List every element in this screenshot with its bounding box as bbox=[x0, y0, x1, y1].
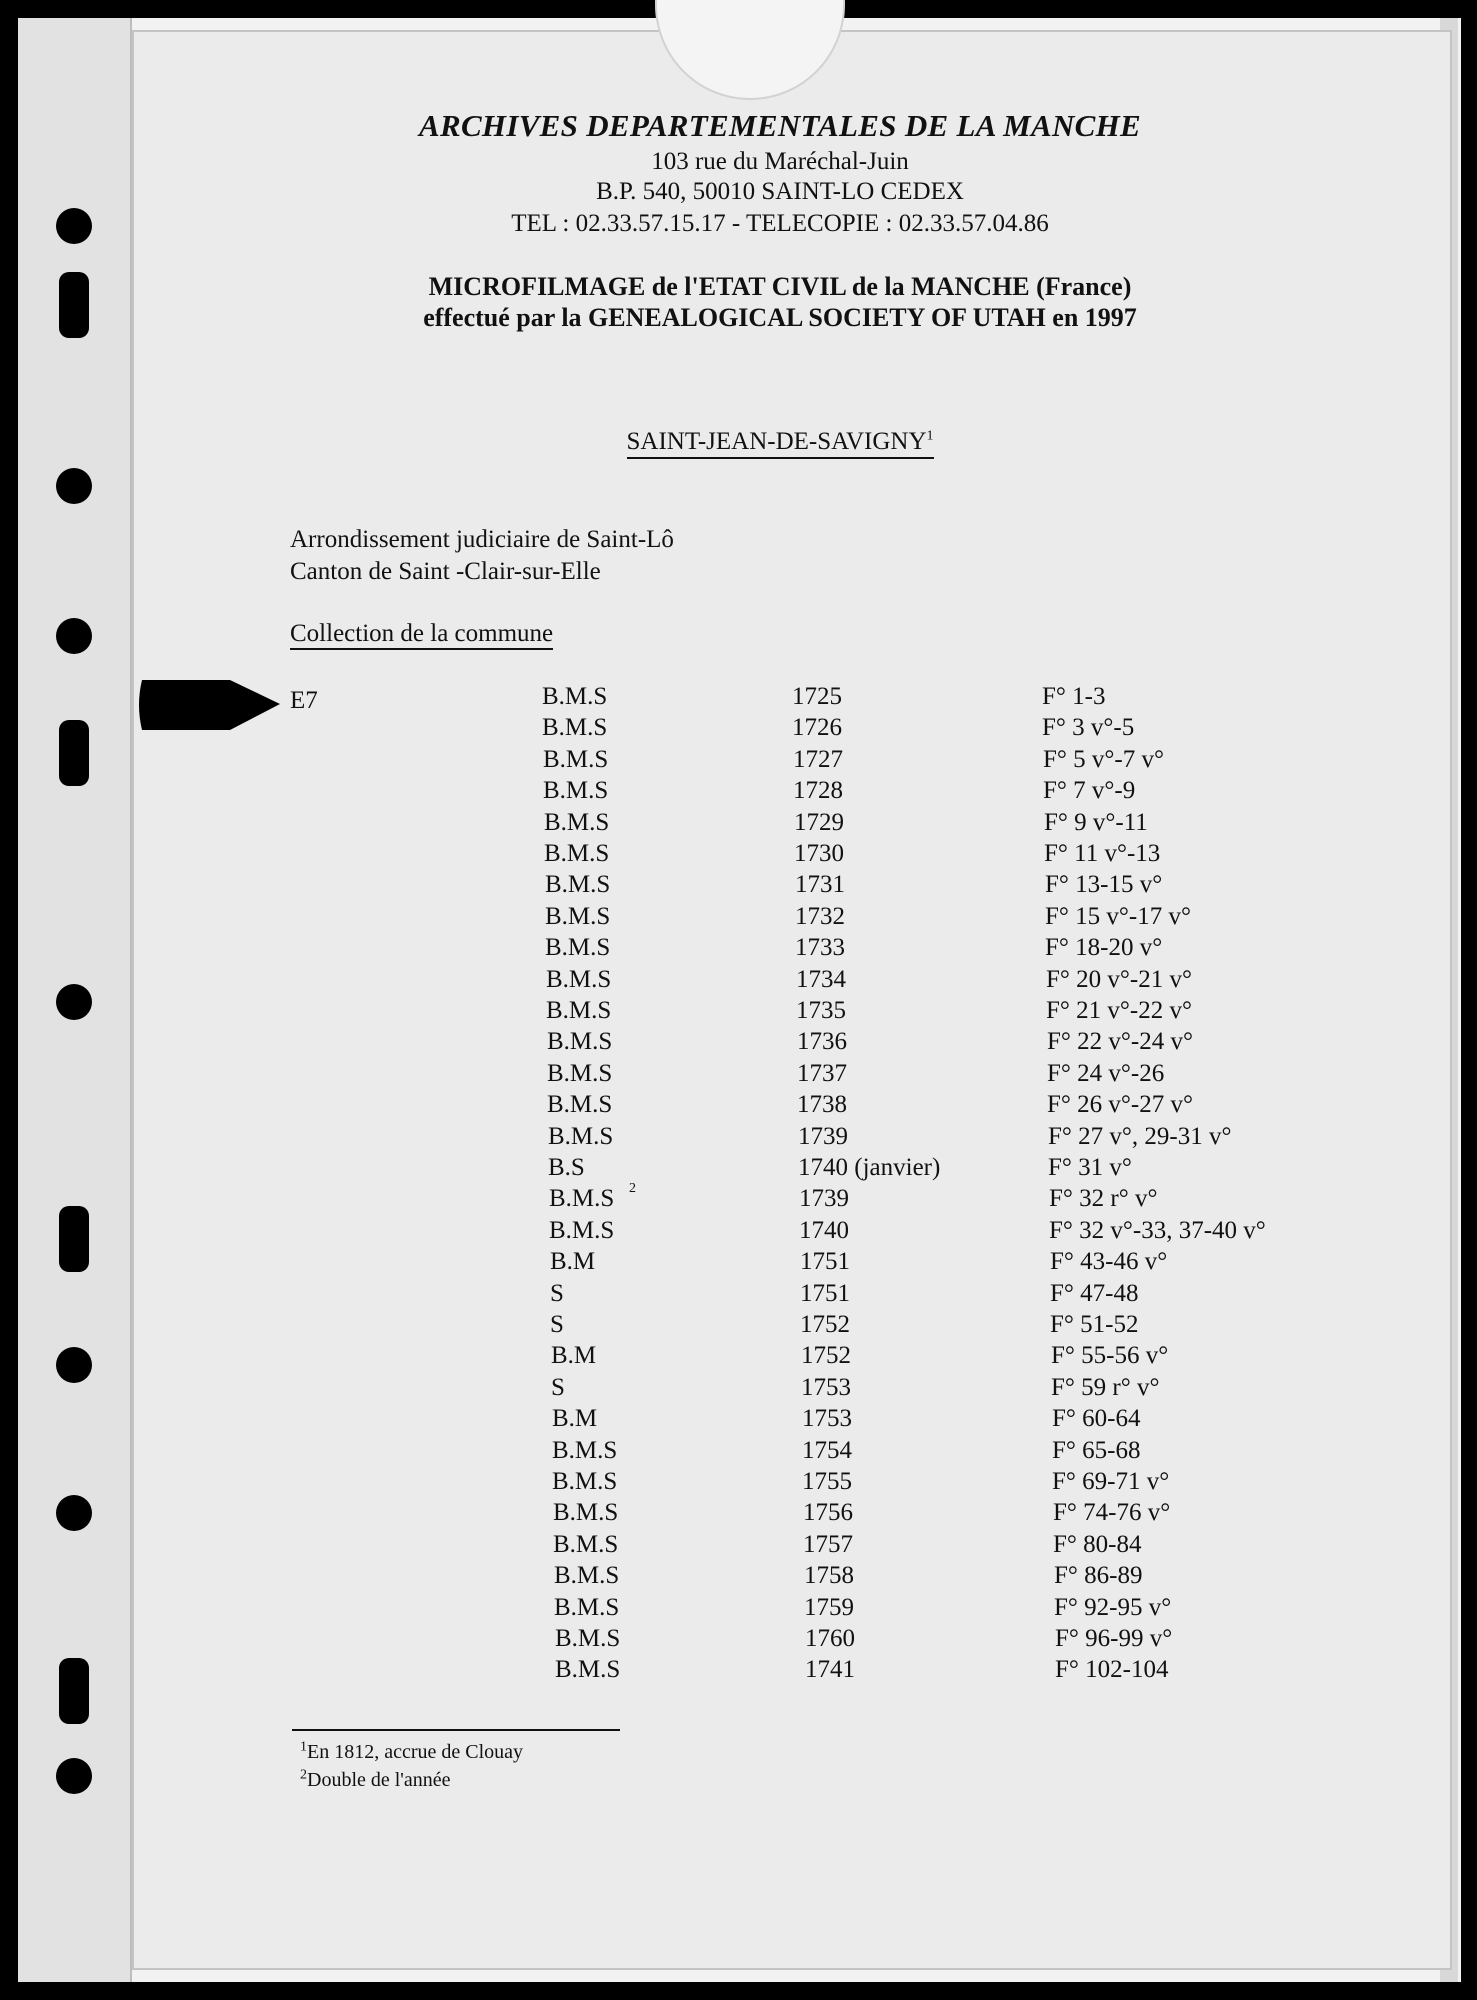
record-folio: F° 18-20 v° bbox=[1045, 934, 1163, 961]
record-folio: F° 20 v°-21 v° bbox=[1046, 966, 1192, 993]
record-folio: F° 65-68 bbox=[1052, 1437, 1141, 1464]
binder-hole bbox=[56, 618, 92, 654]
record-folio: F° 5 v°-7 v° bbox=[1043, 746, 1164, 773]
table-row bbox=[552, 1405, 1352, 1435]
record-year: 1753 bbox=[801, 1374, 851, 1401]
table-row bbox=[554, 1562, 1354, 1592]
microfilm-line-2: effectué par la GENEALOGICAL SOCIETY OF UTAH en 1997 bbox=[423, 303, 1137, 332]
record-folio: F° 13-15 v° bbox=[1045, 871, 1163, 898]
microfilm-line-1: MICROFILMAGE de l'ETAT CIVIL de la MANCHE (France) bbox=[428, 272, 1132, 301]
table-row bbox=[555, 1656, 1355, 1686]
table-row bbox=[542, 683, 1342, 713]
record-type: B.M.S bbox=[547, 1028, 613, 1055]
table-row bbox=[547, 1028, 1347, 1058]
binder-hole bbox=[59, 720, 89, 786]
record-type: B.M.S bbox=[547, 1091, 613, 1118]
commune-name: SAINT-JEAN-DE-SAVIGNY bbox=[626, 428, 927, 455]
table-row bbox=[542, 714, 1342, 744]
record-type: B.S bbox=[548, 1154, 585, 1181]
record-year: 1755 bbox=[802, 1468, 852, 1495]
record-year: 1757 bbox=[803, 1531, 853, 1558]
table-row bbox=[549, 1217, 1349, 1247]
record-folio: F° 22 v°-24 v° bbox=[1047, 1028, 1193, 1055]
record-type: B.M.S bbox=[552, 1468, 618, 1495]
record-year: 1741 bbox=[805, 1656, 855, 1683]
record-type: B.M.S bbox=[542, 714, 608, 741]
record-type: B.M.S bbox=[543, 777, 609, 804]
record-folio: F° 32 r° v° bbox=[1049, 1185, 1158, 1212]
binder-hole bbox=[59, 1658, 89, 1724]
footnote-2: $^2$Double de l'année bbox=[300, 1767, 451, 1791]
footnote-1: $^1$En 1812, accrue de Clouay bbox=[300, 1739, 524, 1763]
binder-hole bbox=[56, 468, 92, 504]
table-row bbox=[544, 840, 1344, 870]
record-year: 1726 bbox=[792, 714, 842, 741]
record-folio: F° 1-3 bbox=[1042, 683, 1106, 710]
record-folio: F° 60-64 bbox=[1052, 1405, 1141, 1432]
record-type: B.M.S bbox=[545, 871, 611, 898]
table-row bbox=[552, 1468, 1352, 1498]
table-row bbox=[550, 1311, 1350, 1341]
canton: Canton de Saint -Clair-sur-Elle bbox=[290, 558, 601, 585]
table-row bbox=[547, 1060, 1347, 1090]
table-row bbox=[550, 1280, 1350, 1310]
record-type: B.M.S bbox=[547, 1060, 613, 1087]
record-folio: F° 3 v°-5 bbox=[1042, 714, 1135, 741]
record-type: B.M.S bbox=[545, 903, 611, 930]
record-folio: F° 26 v°-27 v° bbox=[1047, 1091, 1193, 1118]
record-year: 1751 bbox=[800, 1280, 850, 1307]
record-year: 1735 bbox=[796, 997, 846, 1024]
record-year: 1736 bbox=[797, 1028, 847, 1055]
record-folio: F° 43-46 v° bbox=[1050, 1248, 1168, 1275]
record-year: 1759 bbox=[804, 1594, 854, 1621]
record-year: 1725 bbox=[792, 683, 842, 710]
collection-heading bbox=[290, 620, 553, 648]
record-year: 1731 bbox=[795, 871, 845, 898]
table-row bbox=[554, 1594, 1354, 1624]
binder-hole bbox=[56, 984, 92, 1020]
record-folio: F° 32 v°-33, 37-40 v° bbox=[1049, 1217, 1266, 1244]
record-year: 1737 bbox=[797, 1060, 847, 1087]
record-folio: F° 59 r° v° bbox=[1051, 1374, 1160, 1401]
record-year: 1734 bbox=[796, 966, 846, 993]
address-line-1: 103 rue du Maréchal-Juin bbox=[651, 148, 909, 175]
record-folio: F° 15 v°-17 v° bbox=[1045, 903, 1191, 930]
footnote-ref: 1 bbox=[926, 428, 934, 444]
record-type: B.M.S bbox=[544, 840, 610, 867]
record-year: 1732 bbox=[795, 903, 845, 930]
record-folio: F° 21 v°-22 v° bbox=[1046, 997, 1192, 1024]
record-year: 1733 bbox=[795, 934, 845, 961]
table-row bbox=[545, 934, 1345, 964]
table-row bbox=[555, 1625, 1355, 1655]
record-year: 1752 bbox=[801, 1342, 851, 1369]
record-folio: F° 96-99 v° bbox=[1055, 1625, 1173, 1652]
table-row bbox=[553, 1531, 1353, 1561]
table-row bbox=[544, 809, 1344, 839]
binder-hole bbox=[59, 272, 89, 338]
collection-label: Collection de la commune bbox=[290, 620, 553, 650]
record-type: S bbox=[551, 1374, 565, 1401]
record-year: 1753 bbox=[802, 1405, 852, 1432]
record-year: 1738 bbox=[797, 1091, 847, 1118]
record-folio: F° 69-71 v° bbox=[1052, 1468, 1170, 1495]
record-year: 1729 bbox=[794, 809, 844, 836]
record-type: B.M.S bbox=[542, 683, 608, 710]
record-folio: F° 102-104 bbox=[1055, 1656, 1169, 1683]
table-row bbox=[551, 1342, 1351, 1372]
record-year: 1751 bbox=[800, 1248, 850, 1275]
record-folio: F° 24 v°-26 bbox=[1047, 1060, 1165, 1087]
table-row bbox=[553, 1499, 1353, 1529]
record-folio: F° 74-76 v° bbox=[1053, 1499, 1171, 1526]
record-type: B.M.S bbox=[549, 1185, 615, 1212]
record-type: B.M.S bbox=[555, 1625, 621, 1652]
record-type: S bbox=[550, 1280, 564, 1307]
table-row: B.M.S 2 1739 F° 32 r° v° bbox=[549, 1181, 1158, 1212]
arrondissement: Arrondissement judiciaire de Saint-Lô bbox=[290, 526, 674, 553]
record-folio: F° 47-48 bbox=[1050, 1280, 1139, 1307]
record-type: B.M bbox=[551, 1342, 597, 1369]
binder-hole bbox=[56, 208, 92, 244]
record-folio: F° 55-56 v° bbox=[1051, 1342, 1169, 1369]
record-type: B.M.S bbox=[544, 809, 610, 836]
table-row bbox=[543, 746, 1343, 776]
record-type: B.M.S bbox=[543, 746, 609, 773]
record-year: 1739 bbox=[798, 1123, 848, 1150]
record-type: B.M.S bbox=[555, 1656, 621, 1683]
table-row bbox=[543, 777, 1343, 807]
record-year: 1760 bbox=[805, 1625, 855, 1652]
record-type: B.M.S bbox=[545, 934, 611, 961]
table-row bbox=[545, 871, 1345, 901]
record-type: B.M bbox=[550, 1248, 596, 1275]
table-row bbox=[546, 966, 1346, 996]
record-type: B.M.S bbox=[548, 1123, 614, 1150]
record-type: S bbox=[550, 1311, 564, 1338]
commune-heading bbox=[560, 428, 1000, 456]
record-year: 1752 bbox=[800, 1311, 850, 1338]
table-row bbox=[551, 1374, 1351, 1404]
record-folio: F° 86-89 bbox=[1054, 1562, 1143, 1589]
record-type: B.M.S bbox=[554, 1594, 620, 1621]
record-type: B.M bbox=[552, 1405, 598, 1432]
record-folio: F° 9 v°-11 bbox=[1044, 809, 1148, 836]
record-year: 1740 bbox=[799, 1217, 849, 1244]
record-type: B.M.S bbox=[554, 1562, 620, 1589]
record-folio: F° 51-52 bbox=[1050, 1311, 1139, 1338]
record-type: B.M.S bbox=[553, 1499, 619, 1526]
record-year: 1758 bbox=[804, 1562, 854, 1589]
table-row bbox=[550, 1248, 1350, 1278]
record-folio: F° 80-84 bbox=[1053, 1531, 1142, 1558]
binder-hole bbox=[56, 1347, 92, 1383]
record-year: 1756 bbox=[803, 1499, 853, 1526]
binder-hole bbox=[59, 1206, 89, 1272]
binder-hole bbox=[56, 1495, 92, 1531]
table-row bbox=[546, 997, 1346, 1027]
record-folio: F° 11 v°-13 bbox=[1044, 840, 1161, 867]
record-year: 1727 bbox=[793, 746, 843, 773]
table-row bbox=[548, 1154, 1348, 1184]
address-line-2: B.P. 540, 50010 SAINT-LO CEDEX bbox=[596, 178, 964, 205]
record-folio: F° 7 v°-9 bbox=[1043, 777, 1136, 804]
record-type: B.M.S bbox=[552, 1437, 618, 1464]
record-year: 1740 (janvier) bbox=[798, 1154, 941, 1181]
table-row bbox=[552, 1437, 1352, 1467]
table-row bbox=[547, 1091, 1347, 1121]
record-type: B.M.S bbox=[549, 1217, 615, 1244]
record-type: B.M.S bbox=[553, 1531, 619, 1558]
binder-hole bbox=[56, 1758, 92, 1794]
archive-title: ARCHIVES DEPARTEMENTALES DE LA MANCHE bbox=[418, 108, 1141, 143]
record-year: 1754 bbox=[802, 1437, 852, 1464]
cote-label: E7 bbox=[290, 687, 318, 714]
table-row bbox=[548, 1123, 1348, 1153]
record-year: 1728 bbox=[793, 777, 843, 804]
record-type: B.M.S bbox=[546, 997, 612, 1024]
record-folio: F° 92-95 v° bbox=[1054, 1594, 1172, 1621]
phone-line: TEL : 02.33.57.15.17 - TELECOPIE : 02.33.57.04.86 bbox=[511, 210, 1049, 237]
footnote-divider bbox=[292, 1729, 620, 1731]
record-folio: F° 27 v°, 29-31 v° bbox=[1048, 1123, 1232, 1150]
record-year: 1730 bbox=[794, 840, 844, 867]
table-row bbox=[545, 903, 1345, 933]
record-year: 1739 bbox=[799, 1185, 849, 1212]
record-folio: F° 31 v° bbox=[1048, 1154, 1132, 1181]
record-type: B.M.S bbox=[546, 966, 612, 993]
